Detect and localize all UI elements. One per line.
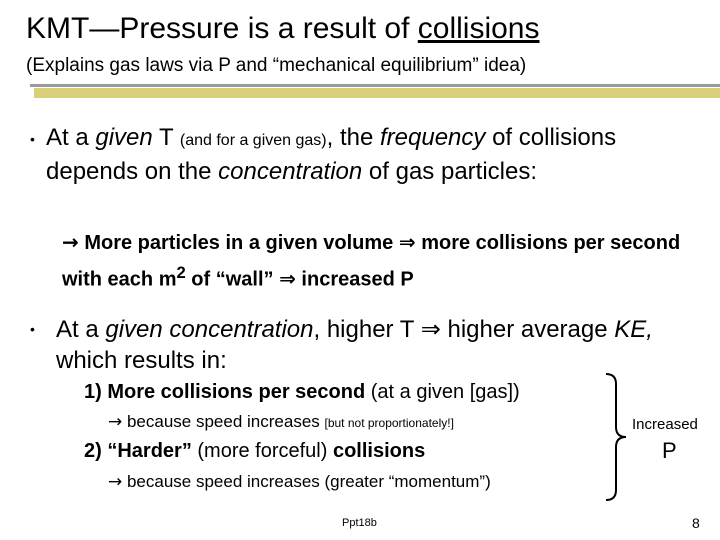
right-arrow-icon: →: [108, 472, 123, 492]
list-item-2: 2) “Harder” (more forceful) collisions: [84, 440, 426, 462]
right-arrow-icon: →: [62, 230, 79, 254]
page-number: 8: [692, 515, 700, 531]
brace-label-p: P: [662, 438, 677, 463]
implies-icon: ⇒: [398, 230, 416, 254]
footer-label: Ppt18b: [342, 517, 377, 529]
bullet-marker: •: [30, 321, 35, 337]
implies-icon: ⇒: [420, 315, 441, 343]
slide-title: KMT—Pressure is a result of collisions: [26, 12, 540, 45]
title-rule-shadow: [34, 88, 720, 98]
list-item-1: 1) More collisions per second (at a given [gas]): [84, 381, 520, 403]
bullet-marker: •: [30, 131, 35, 147]
right-brace-icon: [602, 372, 632, 502]
slide-subtitle: (Explains gas laws via P and “mechanical equilibrium” idea): [26, 55, 527, 76]
list-item-2-sub: → because speed increases (greater “momentum”): [108, 472, 491, 492]
bullet-2-text: At a given concentration, higher T ⇒ higher average KE, which results in:: [56, 315, 653, 374]
title-underlined-word: collisions: [417, 12, 540, 45]
implies-icon: ⇒: [279, 266, 296, 291]
arrow-point-text: → More particles in a given volume ⇒ more collisions per second with each $m^2$ of “wall” ⇒ increased P: [62, 230, 681, 291]
right-arrow-icon: →: [108, 412, 123, 432]
list-item-1-sub: → because speed increases [but not proportionately!]: [108, 412, 454, 432]
bullet-1-text: At a given T (and for a given gas), the frequency of collisions depends on the concentration of gas particles:: [46, 124, 617, 185]
title-rule: [30, 84, 720, 87]
brace-label: Increased: [632, 416, 698, 433]
